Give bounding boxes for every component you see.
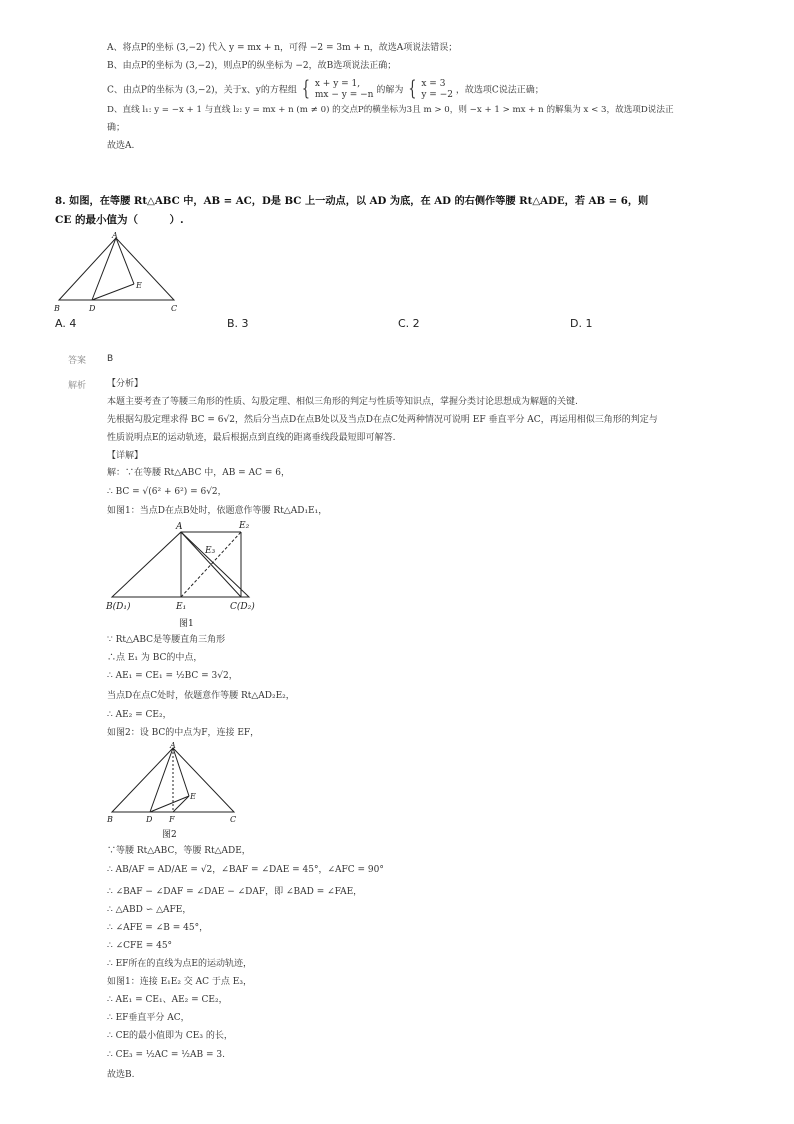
- analysis-t5: ∴ ∠AFE = ∠B = 45°，: [107, 923, 209, 933]
- system1-eq2: mx − y = −n: [314, 90, 374, 100]
- fig2-label-d: D: [146, 815, 153, 824]
- analysis-s4: ∵ Rt△ABC是等腰直角三角形: [107, 635, 226, 645]
- fig2-label-e: E: [190, 792, 196, 801]
- solution-line-d2: 确；: [107, 123, 126, 133]
- question-line-1: 8. 如图，在等腰 Rt△ABC 中，AB = AC，D是 BC 上一动点，以 AD 为底，在 AD 的右侧作等腰 Rt△ADE，若 AB = 6，则: [55, 195, 649, 207]
- analysis-s6: ∴ AE₁ = CE₁ = ½BC = 3√2，: [107, 671, 238, 681]
- answer-tag: 答案: [68, 356, 87, 366]
- fig1-label-e1: E₁: [176, 602, 187, 612]
- analysis-final: 故选B.: [107, 1070, 135, 1080]
- brace-icon: {: [301, 77, 310, 102]
- analysis-tag: 解析: [68, 381, 87, 391]
- question-line-2: CE 的最小值为（ ）.: [55, 214, 184, 226]
- analysis-s1: 解：∵在等腰 Rt△ABC 中，AB = AC = 6，: [107, 468, 290, 478]
- analysis-t10: ∴ EF垂直平分 AC，: [107, 1013, 190, 1023]
- main-label-d: D: [89, 304, 96, 313]
- analysis-s3: 如图1：当点D在点B处时，依题意作等腰 Rt△AD₁E₁，: [107, 506, 328, 516]
- solution-line-c-mid: 的解为: [376, 85, 404, 96]
- analysis-t12: ∴ CE₃ = ½AC = ½AB = 3.: [107, 1050, 225, 1060]
- solution-line-c: [107, 79, 544, 101]
- option-c[interactable]: C. 2: [398, 317, 420, 330]
- figure-1: [106, 518, 266, 633]
- fig1-label-a: A: [176, 522, 183, 532]
- solution-line-d: D、直线 l₁: y = −x + 1 与直线 l₂: y = mx + n (m ≠ 0) 的交点P的横坐标为3且 m > 0，则 −x + 1 > mx + n 的解集为 x < 3，故选项D说法正: [107, 105, 674, 115]
- analysis-t6: ∴ ∠CFE = 45°: [107, 941, 173, 951]
- fig1-label-e2: E₂: [239, 521, 250, 531]
- analysis-t3: ∴ ∠BAF − ∠DAF = ∠DAE − ∠DAF，即 ∠BAD = ∠FAE，: [107, 887, 363, 897]
- analysis-t2: ∴ AB/AF = AD/AE = √2，∠BAF = ∠DAE = 45°，∠AFC = 90°: [107, 865, 384, 875]
- analysis-t4: ∴ △ABD ∽ △AFE，: [107, 905, 192, 915]
- analysis-s8: ∴ AE₂ = CE₂，: [107, 710, 172, 720]
- answer-value: B: [107, 354, 114, 364]
- analysis-s2: ∴ BC = √(6² + 6²) = 6√2，: [107, 487, 227, 497]
- solution-line-c-pre: C、由点P的坐标为 (3,−2)，关于x、y的方程组: [107, 85, 297, 96]
- option-a[interactable]: A. 4: [55, 317, 77, 330]
- fig1-label-b: B(D₁): [106, 602, 131, 612]
- analysis-p1: 本题主要考查了等腰三角形的性质、勾股定理、相似三角形的判定与性质等知识点，掌握分类讨论思想成为解题的关键.: [107, 397, 578, 407]
- main-label-e: E: [136, 281, 142, 290]
- fig2-label-f: F: [169, 815, 175, 824]
- fig2-caption: 图2: [162, 830, 177, 840]
- option-d[interactable]: D. 1: [570, 317, 593, 330]
- analysis-s5: ∴点 E₁ 为 BC的中点，: [107, 653, 203, 663]
- analysis-s9: 如图2：设 BC的中点为F，连接 EF，: [107, 728, 260, 738]
- system1-eq1: x + y = 1,: [314, 79, 361, 89]
- analysis-xiangjie: 【详解】: [107, 451, 144, 461]
- main-triangle-figure: [52, 232, 182, 314]
- analysis-fenxi: 【分析】: [107, 379, 144, 389]
- solution-line-a: A、将点P的坐标 (3,−2) 代入 y = mx + n，可得 −2 = 3m + n，故选A项说法错误；: [107, 43, 458, 53]
- main-label-b: B: [54, 304, 60, 313]
- fig2-label-a: A: [170, 741, 176, 750]
- analysis-p3: 性质说明点E的运动轨迹，最后根据点到直线的距离垂线段最短即可解答.: [107, 433, 396, 443]
- figure-2: [106, 742, 242, 842]
- solution-line-c-post: ，故选项C说法正确；: [455, 85, 544, 96]
- fig2-label-c: C: [230, 815, 237, 824]
- analysis-s7: 当点D在点C处时，依题意作等腰 Rt△AD₂E₂，: [107, 691, 295, 701]
- solution-conclusion: 故选A.: [107, 141, 135, 151]
- analysis-t7: ∴ EF所在的直线为点E的运动轨迹，: [107, 959, 252, 969]
- brace-icon: {: [408, 77, 417, 102]
- analysis-p2: 先根据勾股定理求得 BC = 6√2，然后分当点D在点B处以及当点D在点C处两种情况可说明 EF 垂直平分 AC，再运用相似三角形的判定与: [107, 415, 658, 425]
- option-b[interactable]: B. 3: [227, 317, 249, 330]
- fig1-label-e3: E₃: [205, 546, 216, 556]
- analysis-t9: ∴ AE₁ = CE₁、AE₂ = CE₂，: [107, 995, 228, 1005]
- analysis-t8: 如图1：连接 E₁E₂ 交 AC 于点 E₃，: [107, 977, 252, 987]
- main-label-c: C: [171, 304, 178, 313]
- analysis-t11: ∴ CE的最小值即为 CE₃ 的长，: [107, 1031, 233, 1041]
- main-label-a: A: [112, 231, 118, 240]
- system2-eq1: x = 3: [421, 79, 446, 89]
- fig2-label-b: B: [107, 815, 113, 824]
- fig1-label-c: C(D₂): [230, 602, 255, 612]
- solution-line-b: B、由点P的坐标为 (3,−2)，则点P的纵坐标为 −2，故B选项说法正确；: [107, 61, 397, 71]
- analysis-t1: ∵等腰 Rt△ABC，等腰 Rt△ADE，: [107, 846, 251, 856]
- system2-eq2: y = −2: [421, 90, 453, 100]
- fig1-caption: 图1: [179, 619, 194, 629]
